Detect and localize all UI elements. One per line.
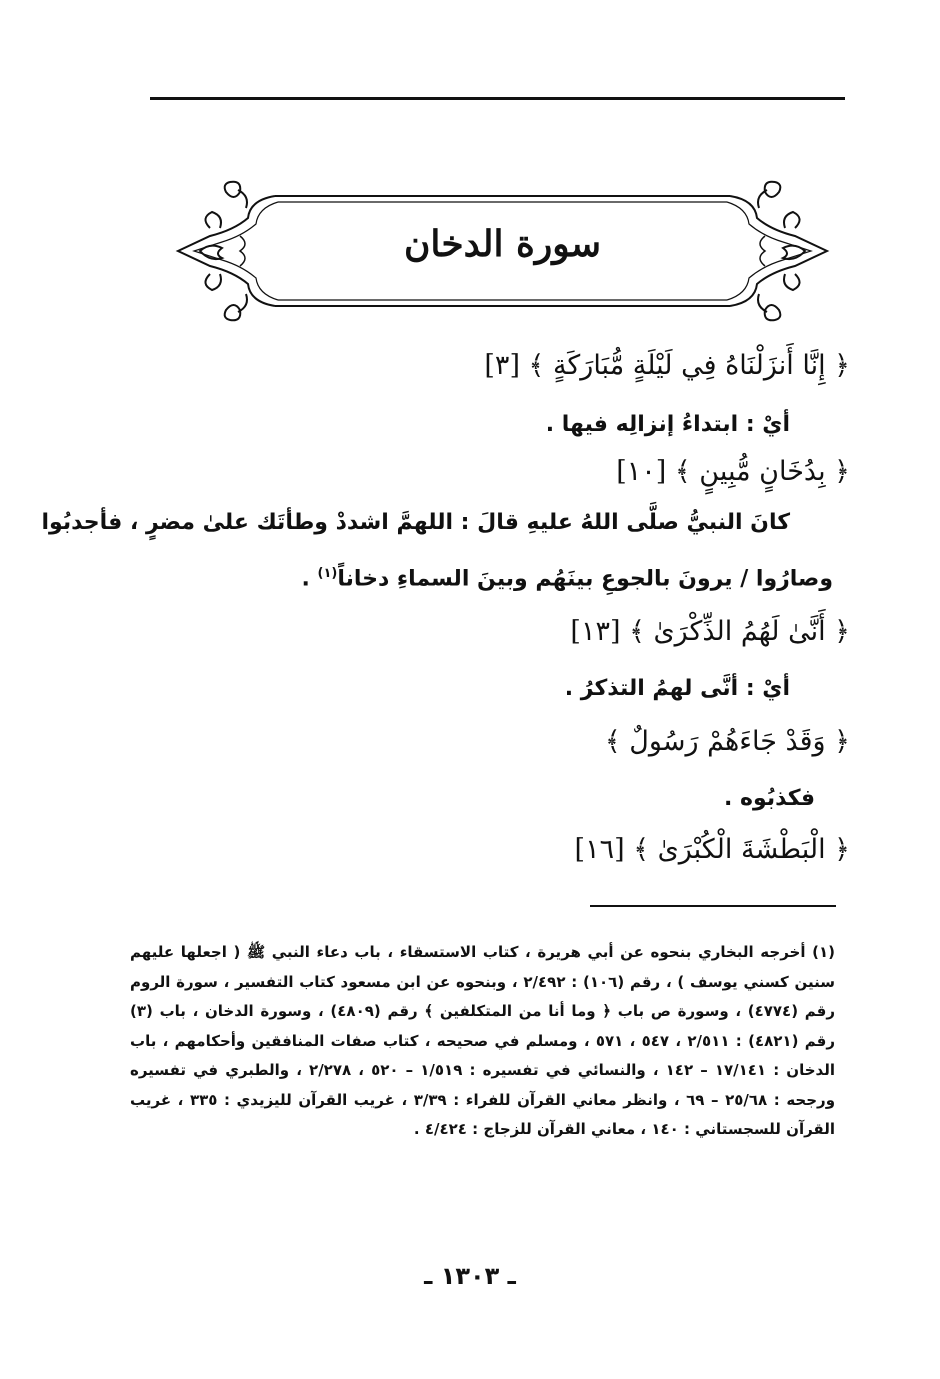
commentary-text: وصارُوا / يرونَ بالجوعِ بينَهُم وبينَ السماءِ دخاناً (337, 566, 833, 592)
commentary-tail: . (301, 566, 318, 592)
surah-title-banner (170, 178, 835, 324)
verse-line: ﴿ أَنَّىٰ لَهُمُ الذِّكْرَىٰ ﴾ [١٣] (570, 616, 850, 647)
verse-line: ﴿ وَقَدْ جَاءَهُمْ رَسُولٌ ﴾ (604, 726, 850, 757)
verse-line: ﴿ إِنَّا أَنزَلْنَاهُ فِي لَيْلَةٍ مُّبَارَكَةٍ ﴾ [٣] (484, 350, 850, 381)
footnote-separator (590, 905, 836, 907)
verse-line: ﴿ بِدُخَانٍ مُّبِينٍ ﴾ [١٠] (616, 456, 850, 487)
commentary-line (301, 566, 833, 591)
surah-title: سورة الدخان (403, 223, 602, 265)
commentary-line: فكذبُوه . (724, 786, 815, 811)
top-rule (150, 97, 845, 100)
commentary-line: أيْ : أنَّى لهمُ التذكرُ . (564, 676, 790, 701)
commentary-line: أيْ : ابتداءُ إنزالِه فيها . (545, 412, 790, 437)
footnote-text: (١) أخرجه البخاري بنحوه عن أبي هريرة ، كتاب الاستسقاء ، باب دعاء النبي ﷺ ( اجعلها عليهم سنين كسني يوسف ) ، رقم (١٠٦) : ٢/٤٩٢ ، وبنحوه عن ابن مسعود كتاب التفسير ، سورة الروم رقم (٤٧٧٤) ، وسورة ص باب ﴿ وما أنا من المتكلفين ﴾ رقم (٤٨٠٩) ، وسورة الدخان ، باب (٣) رقم (٤٨٢١) : ٢/٥١١ ، ٥٤٧ ، ٥٧١ ، ومسلم في صحيحه ، كتاب صفات المنافقين وأحكامهم ، باب الدخان : ١٧/١٤١ – ١٤٢ ، والنسائي في تفسيره : ١/٥١٩ – ٥٢٠ ، ٢/٢٧٨ ، والطبري في تفسيره ورجحه : ٢٥/٦٨ – ٦٩ ، وانظر معاني القرآن للفراء : ٣/٣٩ ، غريب القرآن لليزيدي : ٣٣٥ ، غريب القرآن للسجستاني : ١٤٠ ، معاني القرآن للزجاج : ٤/٤٢٤ . (130, 943, 836, 1138)
footnote-reference: (١) (317, 566, 338, 581)
verse-line: ﴿ الْبَطْشَةَ الْكُبْرَىٰ ﴾ [١٦] (574, 834, 850, 865)
page-number: ـ ١٣٠٣ ـ (424, 1262, 516, 1290)
commentary-line: كانَ النبيُّ صلَّى اللهُ عليهِ قالَ : اللهمَّ اشددْ وطأتَك علىٰ مضرٍ ، فأجدبُوا (41, 510, 790, 535)
